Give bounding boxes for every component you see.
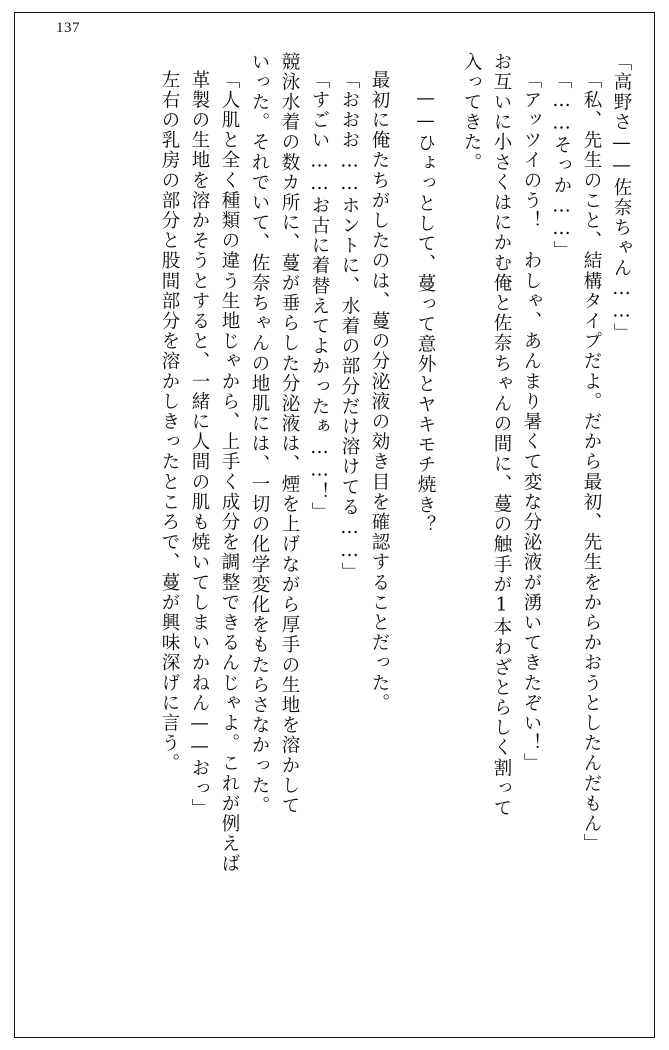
text-line: 「高野さ——佐奈ちゃん……」 [611, 52, 632, 344]
text-line: 「……そっか……」 [551, 70, 572, 261]
text-line-spacer [434, 52, 450, 1002]
text-line: 左右の乳房の部分と股間部分を溶かしきったところで、蔓が興味深げに言う。 [159, 70, 180, 774]
text-line-spacer [388, 52, 404, 1002]
text-line: 「人肌と全く種類の違う生地じゃから、上手く成分を調整できるんじゃよ。これが例えば [219, 70, 240, 874]
text-line: 競泳水着の数カ所に、蔓が垂らした分泌液は、煙を上げながら厚手の生地を溶かして [279, 52, 300, 816]
page-number: 137 [56, 20, 80, 36]
text-line: お互いに小さくはにかむ俺と佐奈ちゃんの間に、蔓の触手が1本わざとらしく割って [491, 52, 512, 819]
text-line: 「私、先生のこと、結構タイプだよ。だから最初、先生をからかおうとしたんだもん」 [581, 70, 602, 854]
text-line: 「アッツイのう！ わしゃ、あんまり暑くて変な分泌液が湧いてきたぞい！」 [521, 70, 542, 774]
text-line: 「おおお……ホントに、水着の部分だけ溶けてる……」 [339, 70, 360, 583]
text-line: 最初に俺たちがしたのは、蔓の分泌液の効き目を確認することだった。 [369, 70, 390, 714]
vertical-text-body [38, 52, 630, 1002]
text-line: 入ってきた。 [461, 52, 482, 173]
text-line: 革製の生地を溶かそうとすると、一緒に人間の肌も焼いてしまいかねん——おっ」 [189, 70, 210, 819]
text-line: いった。それでいて、佐奈ちゃんの地肌には、一切の化学変化をもたらさなかった。 [249, 52, 270, 816]
text-line: ——ひょっとして、蔓って意外とヤキモチ焼き？ [415, 88, 436, 536]
text-line: 「すごい……お古に着替えてよかったぁ……！」 [309, 70, 330, 523]
